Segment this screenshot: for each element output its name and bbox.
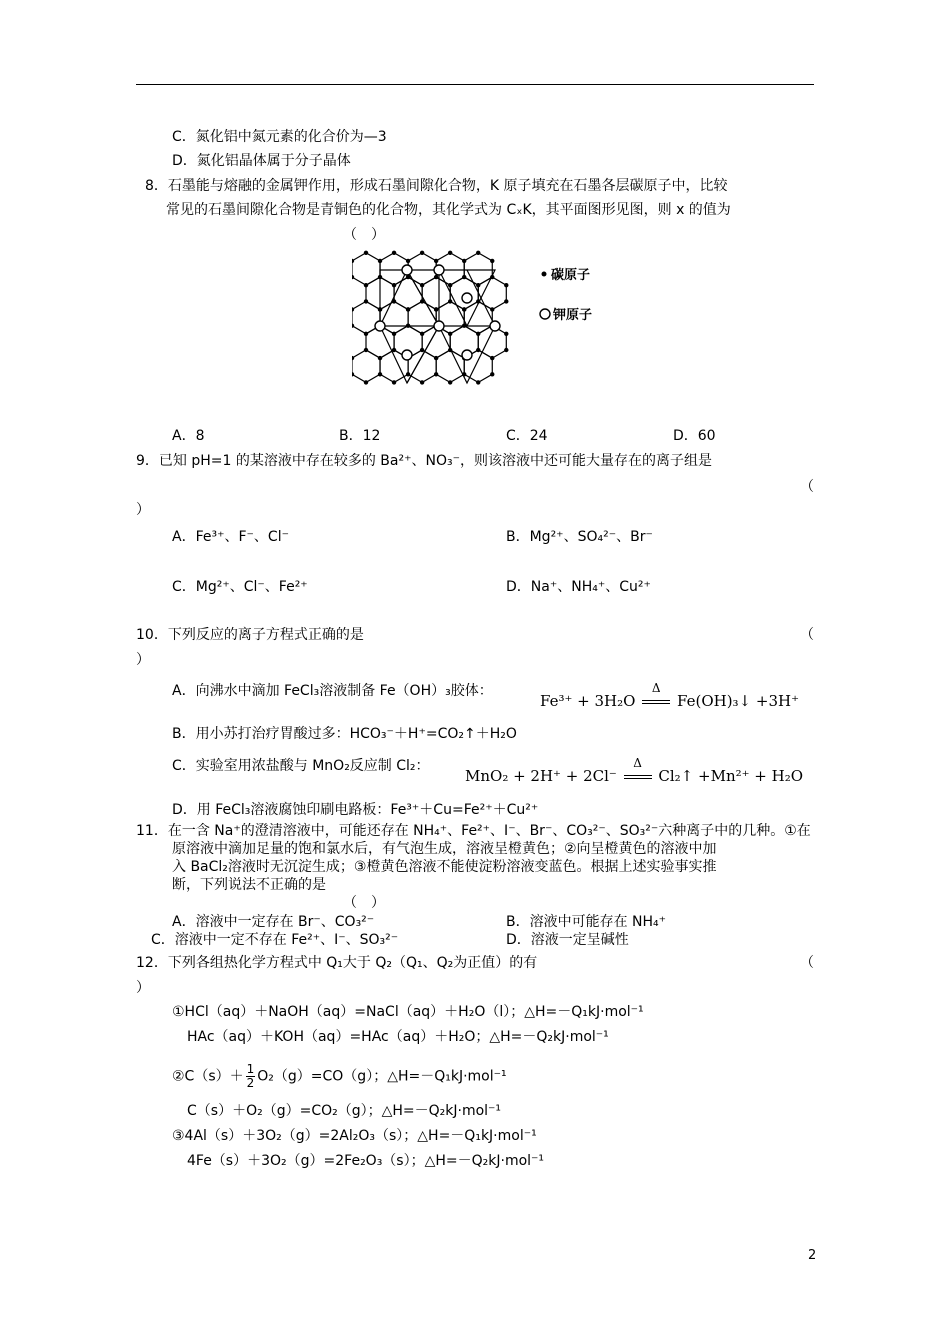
- graphite-potassium-lattice-figure: [352, 248, 612, 400]
- carbon-atom: [490, 372, 494, 376]
- q12-eq3a: ③4Al（s）＋3O₂（g）=2Al₂O₃（s）；△H=－Q₁kJ·mol⁻¹: [172, 1128, 537, 1144]
- carbon-atom: [504, 299, 508, 303]
- carbon-atom: [378, 307, 382, 311]
- carbon-atom: [434, 259, 438, 263]
- q10-a-eq-right: Fe(OH)₃↓ +3H⁺: [677, 692, 800, 710]
- carbon-atom: [448, 348, 452, 352]
- carbon-atom: [504, 332, 508, 336]
- q11-option-d: D．溶液一定呈碱性: [506, 932, 629, 948]
- carbon-atom: [476, 332, 480, 336]
- carbon-atom: [406, 324, 410, 328]
- q12-eq2b: C（s）＋O₂（g）=CO₂（g）；△H=－Q₂kJ·mol⁻¹: [187, 1103, 502, 1119]
- q10-a-eq-left: Fe³⁺ + 3H₂O: [540, 692, 636, 710]
- carbon-atom: [462, 324, 466, 328]
- carbon-atom: [490, 356, 494, 360]
- q11-stem-line3: 入 BaCl₂溶液时无沉淀生成；③橙黄色溶液不能使淀粉溶液变蓝色。根据上述实验事实推: [172, 859, 717, 875]
- carbon-atom: [364, 348, 368, 352]
- carbon-atom: [420, 332, 424, 336]
- carbon-atom: [364, 251, 368, 255]
- carbon-atom: [504, 348, 508, 352]
- q8-stem-line1: 8．石墨能与熔融的金属钾作用，形成石墨间隙化合物，K 原子填充在石墨各层碳原子中，比较: [145, 178, 728, 194]
- q9-stem: 9．已知 pH=1 的某溶液中存在较多的 Ba²⁺、NO₃⁻，则该溶液中还可能大量存在的离子组是: [136, 453, 712, 469]
- carbon-atom: [392, 380, 396, 384]
- q12-eq1a: ①HCl（aq）＋NaOH（aq）=NaCl（aq）＋H₂O（l）；△H=－Q₁kJ·mol⁻¹: [172, 1004, 644, 1020]
- carbon-atom: [434, 275, 438, 279]
- legend-potassium-circle: [540, 309, 550, 319]
- carbon-atom: [406, 259, 410, 263]
- q11-answer-paren: （ ）: [343, 895, 385, 911]
- q11-option-c: C．溶液中一定不存在 Fe²⁺、I⁻、SO₃²⁻: [151, 932, 399, 948]
- carbon-atom: [364, 299, 368, 303]
- carbon-atom: [364, 380, 368, 384]
- q10-paren-close: ）: [136, 652, 150, 668]
- q8-option-a: A．8: [172, 428, 205, 444]
- carbon-atom: [476, 251, 480, 255]
- graphite-hexagon: [394, 277, 422, 309]
- header-rule: [136, 84, 814, 85]
- graphite-hexagon: [352, 350, 380, 382]
- q7-option-d: D．氮化铝晶体属于分子晶体: [172, 153, 351, 169]
- q11-option-b: B．溶液中可能存在 NH₄⁺: [506, 914, 667, 930]
- graphite-hexagon: [464, 301, 492, 333]
- graphite-hexagon: [478, 277, 506, 309]
- carbon-atom: [462, 259, 466, 263]
- carbon-atom: [434, 372, 438, 376]
- carbon-atom: [476, 299, 480, 303]
- graphite-hexagon: [464, 253, 492, 285]
- carbon-atom: [364, 332, 368, 336]
- q9-option-d: D．Na⁺、NH₄⁺、Cu²⁺: [506, 579, 651, 595]
- graphite-hexagon: [352, 253, 380, 285]
- q12-eq2a: ②C（s）＋ $\frac{1}{2}$ O₂（g）=CO（g）；△H=－Q₁kJ·mol⁻¹: [172, 1062, 507, 1090]
- q9-option-c: C．Mg²⁺、Cl⁻、Fe²⁺: [172, 579, 308, 595]
- q8-answer-paren: （ ）: [343, 227, 385, 243]
- q11-option-a: A．溶液中一定存在 Br⁻、CO₃²⁻: [172, 914, 375, 930]
- carbon-atom: [434, 356, 438, 360]
- carbon-atom: [392, 299, 396, 303]
- q12-eq3b: 4Fe（s）＋3O₂（g）=2Fe₂O₃（s）；△H=－Q₂kJ·mol⁻¹: [187, 1153, 545, 1169]
- legend-potassium-label: 钾原子: [553, 308, 593, 323]
- carbon-atom: [448, 332, 452, 336]
- carbon-atom: [462, 275, 466, 279]
- carbon-atom: [448, 251, 452, 255]
- q8-option-c: C．24: [506, 428, 548, 444]
- carbon-atom: [420, 283, 424, 287]
- carbon-atom: [378, 356, 382, 360]
- carbon-atom: [392, 348, 396, 352]
- q10-c-eq-right: Cl₂↑ +Mn²⁺ + H₂O: [658, 767, 804, 785]
- carbon-atom: [406, 372, 410, 376]
- carbon-atom: [364, 283, 368, 287]
- q11-stem-line4: 断，下列说法不正确的是: [172, 877, 326, 893]
- heat-condition-arrow: Δ: [640, 692, 672, 710]
- q10-option-a-equation: [540, 681, 800, 710]
- q10-stem: 10．下列反应的离子方程式正确的是: [136, 627, 364, 643]
- carbon-atom: [476, 283, 480, 287]
- q9-paren-open: （: [800, 479, 814, 495]
- carbon-atom: [476, 380, 480, 384]
- carbon-atom: [490, 307, 494, 311]
- heat-condition-arrow: Δ: [622, 767, 654, 785]
- q11-stem-line2: 原溶液中滴加足量的饱和氯水后，有气泡生成，溶液呈橙黄色；②向呈橙黄色的溶液中加: [172, 841, 717, 857]
- carbon-atom: [392, 283, 396, 287]
- q10-option-c-text: C．实验室用浓盐酸与 MnO₂反应制 Cl₂：: [172, 758, 430, 774]
- legend-carbon-label: 碳原子: [551, 268, 591, 283]
- q10-option-b: B．用小苏打治疗胃酸过多：HCO₃⁻＋H⁺=CO₂↑＋H₂O: [172, 726, 517, 742]
- carbon-atom: [378, 372, 382, 376]
- carbon-atom: [448, 283, 452, 287]
- q9-option-b: B．Mg²⁺、SO₄²⁻、Br⁻: [506, 529, 653, 545]
- legend-carbon-dot: [542, 272, 547, 277]
- q8-stem-line2: 常见的石墨间隙化合物是青铜色的化合物，其化学式为 CₓK，其平面图形见图，则 x 的值为: [166, 202, 731, 218]
- carbon-atom: [392, 332, 396, 336]
- q10-option-d: D．用 FeCl₃溶液腐蚀印刷电路板：Fe³⁺＋Cu=Fe²⁺＋Cu²⁺: [172, 802, 539, 818]
- carbon-atom: [420, 299, 424, 303]
- q11-stem-line1: 11．在一含 Na⁺的澄清溶液中，可能还存在 NH₄⁺、Fe²⁺、I⁻、Br⁻、CO₃²⁻、SO₃²⁻六种离子中的几种。①在: [136, 823, 811, 839]
- q9-option-a: A．Fe³⁺、F⁻、Cl⁻: [172, 529, 289, 545]
- one-half-fraction: $\frac{1}{2}$: [246, 1062, 255, 1090]
- q8-option-d: D．60: [673, 428, 716, 444]
- page-number: 2: [808, 1248, 817, 1263]
- carbon-atom: [476, 348, 480, 352]
- carbon-atom: [434, 307, 438, 311]
- q9-paren-close: ）: [136, 502, 150, 518]
- q8-option-b: B．12: [339, 428, 381, 444]
- q10-option-a-text: A．向沸水中滴加 FeCl₃溶液制备 Fe（OH）₃胶体：: [172, 683, 493, 699]
- carbon-atom: [448, 299, 452, 303]
- carbon-atom: [392, 251, 396, 255]
- q12-eq1b: HAc（aq）＋KOH（aq）=HAc（aq）＋H₂O；△H=－Q₂kJ·mol⁻¹: [187, 1029, 609, 1045]
- carbon-atom: [490, 275, 494, 279]
- q7-option-c: C．氮化铝中氮元素的化合价为—3: [172, 129, 387, 145]
- carbon-atom: [490, 259, 494, 263]
- carbon-atom: [420, 380, 424, 384]
- carbon-atom: [420, 251, 424, 255]
- q10-option-c-equation: [465, 756, 804, 785]
- carbon-atom: [462, 307, 466, 311]
- graphite-hexagon: [436, 350, 464, 382]
- q10-paren-open: （: [800, 627, 814, 643]
- q12-paren-open: （: [800, 955, 814, 971]
- q10-c-eq-left: MnO₂ + 2H⁺ + 2Cl⁻: [465, 767, 617, 785]
- q12-stem: 12．下列各组热化学方程式中 Q₁大于 Q₂（Q₁、Q₂为正值）的有: [136, 955, 538, 971]
- carbon-atom: [420, 348, 424, 352]
- carbon-atom: [448, 380, 452, 384]
- graphite-hexagon: [408, 301, 436, 333]
- q12-paren-close: ）: [136, 980, 150, 996]
- carbon-atom: [378, 259, 382, 263]
- carbon-atom: [462, 372, 466, 376]
- carbon-atom: [378, 275, 382, 279]
- carbon-atom: [504, 283, 508, 287]
- carbon-atom: [406, 307, 410, 311]
